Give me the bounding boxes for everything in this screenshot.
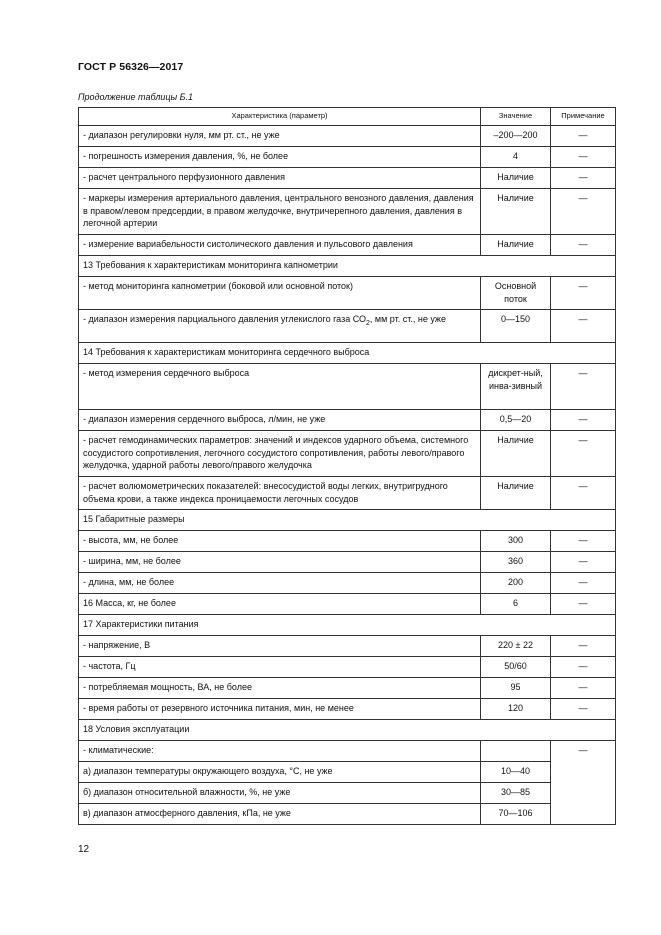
param-text: - диапазон измерения парциального давления углекислого газа СО bbox=[83, 314, 367, 324]
value-cell: 200 bbox=[481, 573, 551, 594]
value-cell: 360 bbox=[481, 552, 551, 573]
value-cell: Основной поток bbox=[481, 277, 551, 310]
subscript-2: 2 bbox=[366, 319, 370, 327]
note-cell: — bbox=[551, 573, 616, 594]
param-text-end: , мм рт. ст., не уже bbox=[369, 314, 446, 324]
table-row bbox=[79, 657, 616, 678]
document-code: ГОСТ Р 56326—2017 bbox=[78, 61, 184, 73]
param-cell: - диапазон регулировки нуля, мм рт. ст., не уже bbox=[79, 126, 481, 147]
param-cell: - погрешность измерения давления, %, не более bbox=[79, 147, 481, 168]
column-header-note: Примечание bbox=[551, 108, 616, 126]
section-title: 17 Характеристики питания bbox=[79, 615, 616, 636]
value-cell: 95 bbox=[481, 678, 551, 699]
note-cell: — bbox=[551, 364, 616, 410]
table-header-row bbox=[79, 108, 616, 126]
table-row bbox=[79, 573, 616, 594]
note-cell: — bbox=[551, 126, 616, 147]
note-cell: — bbox=[551, 678, 616, 699]
param-cell: а) диапазон температуры окружающего воздуха, °С, не уже bbox=[79, 762, 481, 783]
value-cell: 0—150 bbox=[481, 310, 551, 343]
param-cell: - метод мониторинга капнометрии (боковой или основной поток) bbox=[79, 277, 481, 310]
table-row bbox=[79, 678, 616, 699]
param-cell: - расчет гемодинамических параметров: значений и индексов ударного объема, системного сосудистого сопротивления, легочного сосудистого сопротивления, работы левого/правого желудочка, ударной работы левого/правого желудочка bbox=[79, 431, 481, 477]
note-cell: — bbox=[551, 699, 616, 720]
note-cell: — bbox=[551, 431, 616, 477]
table-row bbox=[79, 741, 616, 762]
section-row bbox=[79, 720, 616, 741]
note-cell: — bbox=[551, 594, 616, 615]
param-cell: - расчет волюмометрических показателей: внесосудистой воды легких, внутригрудного объема крови, а также индекса проницаемости легочных сосудов bbox=[79, 477, 481, 510]
value-cell: 4 bbox=[481, 147, 551, 168]
note-cell: — bbox=[551, 235, 616, 256]
table-row bbox=[79, 531, 616, 552]
table-row bbox=[79, 699, 616, 720]
table-row bbox=[79, 431, 616, 477]
param-cell: б) диапазон относительной влажности, %, не уже bbox=[79, 783, 481, 804]
section-row bbox=[79, 615, 616, 636]
column-header-value: Значение bbox=[481, 108, 551, 126]
param-cell: - напряжение, В bbox=[79, 636, 481, 657]
section-title: 18 Условия эксплуатации bbox=[79, 720, 616, 741]
note-cell: — bbox=[551, 657, 616, 678]
param-cell: - расчет центрального перфузионного давления bbox=[79, 168, 481, 189]
table-row bbox=[79, 594, 616, 615]
value-cell: Наличие bbox=[481, 168, 551, 189]
section-title: 14 Требования к характеристикам мониторинга сердечного выброса bbox=[79, 343, 616, 364]
value-cell bbox=[481, 741, 551, 762]
page-number: 12 bbox=[78, 844, 90, 855]
note-cell: — bbox=[551, 168, 616, 189]
table-row bbox=[79, 552, 616, 573]
param-cell: - маркеры измерения артериального давления, центрального венозного давления, давления в правом/левом предсердии, в правом желудочке, внутричерепного давления, давления в легочной артерии bbox=[79, 189, 481, 235]
value-cell: Наличие bbox=[481, 477, 551, 510]
table-row bbox=[79, 147, 616, 168]
param-cell: 16 Масса, кг, не более bbox=[79, 594, 481, 615]
param-cell: - ширина, мм, не более bbox=[79, 552, 481, 573]
table-row bbox=[79, 762, 616, 783]
param-cell bbox=[79, 310, 481, 343]
table-row bbox=[79, 235, 616, 256]
value-cell: 10—40 bbox=[481, 762, 551, 783]
note-cell: — bbox=[551, 531, 616, 552]
note-cell: — bbox=[551, 477, 616, 510]
note-cell: — bbox=[551, 189, 616, 235]
value-cell: 70—106 bbox=[481, 804, 551, 825]
section-row bbox=[79, 343, 616, 364]
value-cell: –200—200 bbox=[481, 126, 551, 147]
note-cell: — bbox=[551, 277, 616, 310]
table-row bbox=[79, 364, 616, 410]
value-cell: 0,5—20 bbox=[481, 410, 551, 431]
table-row bbox=[79, 126, 616, 147]
table-row bbox=[79, 636, 616, 657]
note-cell: — bbox=[551, 310, 616, 343]
section-title: 15 Габаритные размеры bbox=[79, 510, 616, 531]
param-cell: - климатические: bbox=[79, 741, 481, 762]
specification-table bbox=[78, 107, 616, 825]
param-cell: - длина, мм, не более bbox=[79, 573, 481, 594]
value-cell: Наличие bbox=[481, 189, 551, 235]
table-row bbox=[79, 168, 616, 189]
param-cell: - потребляемая мощность, ВА, не более bbox=[79, 678, 481, 699]
table-continuation-caption: Продолжение таблицы Б.1 bbox=[78, 92, 194, 102]
value-cell: Наличие bbox=[481, 431, 551, 477]
value-cell: 220 ± 22 bbox=[481, 636, 551, 657]
value-cell: 50/60 bbox=[481, 657, 551, 678]
table-row bbox=[79, 277, 616, 310]
section-title: 13 Требования к характеристикам мониторинга капнометрии bbox=[79, 256, 616, 277]
table-row bbox=[79, 783, 616, 804]
table-row bbox=[79, 804, 616, 825]
param-cell: в) диапазон атмосферного давления, кПа, не уже bbox=[79, 804, 481, 825]
param-cell: - диапазон измерения сердечного выброса, л/мин, не уже bbox=[79, 410, 481, 431]
value-cell: 300 bbox=[481, 531, 551, 552]
value-cell: 6 bbox=[481, 594, 551, 615]
value-cell: 120 bbox=[481, 699, 551, 720]
note-cell-merged: — bbox=[551, 741, 616, 825]
param-cell: - высота, мм, не более bbox=[79, 531, 481, 552]
param-cell: - время работы от резервного источника питания, мин, не менее bbox=[79, 699, 481, 720]
param-cell: - измерение вариабельности систолического давления и пульсового давления bbox=[79, 235, 481, 256]
note-cell: — bbox=[551, 147, 616, 168]
note-cell: — bbox=[551, 636, 616, 657]
section-row bbox=[79, 510, 616, 531]
value-cell: Наличие bbox=[481, 235, 551, 256]
note-cell: — bbox=[551, 552, 616, 573]
param-cell: - метод измерения сердечного выброса bbox=[79, 364, 481, 410]
column-header-parameter: Характеристика (параметр) bbox=[79, 108, 481, 126]
section-row bbox=[79, 256, 616, 277]
param-cell: - частота, Гц bbox=[79, 657, 481, 678]
table-row bbox=[79, 189, 616, 235]
note-cell: — bbox=[551, 410, 616, 431]
table-row bbox=[79, 310, 616, 343]
table-row bbox=[79, 410, 616, 431]
value-cell: 30—85 bbox=[481, 783, 551, 804]
table-row bbox=[79, 477, 616, 510]
value-cell: дискрет-ный, инва-зивный bbox=[481, 364, 551, 410]
